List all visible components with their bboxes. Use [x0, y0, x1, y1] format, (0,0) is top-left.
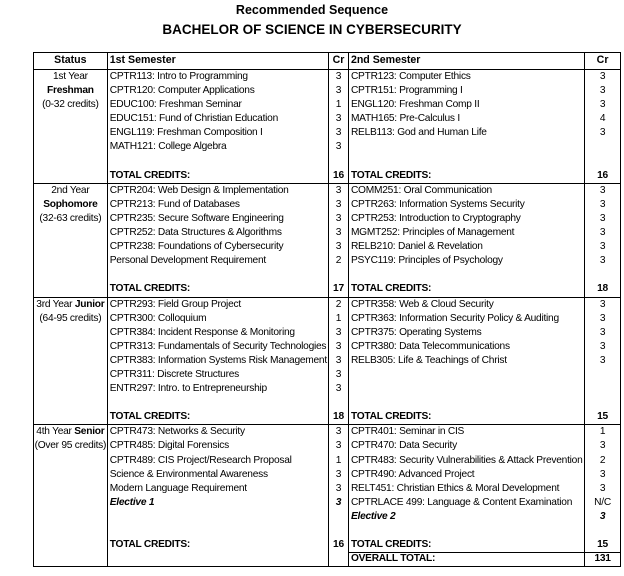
course-row: CPTR120: Computer Applications: [109, 85, 255, 97]
course-row: MATH165: Pre-Calculus I: [350, 113, 460, 125]
blank-row: [108, 510, 328, 524]
year-block-2: [34, 183, 620, 297]
blank-credit-cell: [585, 155, 620, 169]
credit-cell: 1: [335, 312, 342, 324]
status-text: 1st Year: [52, 71, 88, 82]
status-text: 2nd Year: [51, 184, 90, 196]
blank-credit-cell: [585, 140, 620, 154]
course-row: CPTR204: Web Design & Implementation: [109, 184, 289, 196]
status-cell: [34, 298, 108, 425]
credit-cell: 3: [599, 340, 606, 352]
course-row: CPTR375: Operating Systems: [350, 326, 482, 338]
total-row: TOTAL CREDITS:: [109, 411, 191, 423]
credit-cell: 131: [585, 552, 620, 566]
course-row: COMM251: Oral Communication: [350, 184, 492, 196]
blank-row: [108, 552, 328, 566]
course-row: RELB113: God and Human Life: [350, 127, 487, 139]
status-text: (32-63 credits): [39, 212, 102, 224]
course-row: CPTR293: Field Group Project: [109, 298, 241, 310]
credit-cell: 3: [599, 298, 606, 310]
cr2-column: [585, 184, 620, 297]
credit-cell: 3: [599, 468, 606, 480]
table-header-row: [34, 53, 620, 70]
status-text: 4th Year: [36, 426, 75, 438]
credit-cell: 3: [335, 326, 342, 338]
credit-cell: 3: [335, 141, 342, 153]
program-title: BACHELOR OF SCIENCE IN CYBERSECURITY: [162, 22, 462, 37]
credit-cell: 16: [333, 169, 344, 181]
blank-row: [108, 396, 328, 410]
credit-cell: N/C: [594, 496, 611, 508]
elective-row: Elective 1: [109, 496, 155, 508]
blank-row: [349, 524, 584, 538]
course-row: EDUC151: Fund of Christian Education: [109, 113, 278, 125]
credit-cell: 3: [599, 184, 606, 196]
year-block-1: [34, 70, 620, 183]
status-line: [34, 184, 107, 198]
blank-credit-cell: [329, 155, 348, 169]
header-credits-2: Cr: [596, 54, 609, 66]
credit-cell: 3: [335, 113, 342, 125]
cr1-column: [329, 425, 349, 566]
header-status: Status: [34, 53, 108, 69]
course-row: CPTR490: Advanced Project: [350, 468, 475, 480]
course-row: CPTR473: Networks & Security: [109, 426, 245, 438]
blank-row: [349, 368, 584, 382]
course-row: PSYC119: Principles of Psychology: [350, 255, 503, 267]
course-row: Personal Development Requirement: [109, 255, 266, 267]
total-row: TOTAL CREDITS:: [350, 169, 432, 181]
course-row: CPTR363: Information Security Policy & Auditing: [350, 312, 559, 324]
total-row: TOTAL CREDITS:: [109, 283, 191, 295]
credit-cell: 3: [599, 227, 606, 239]
status-line: [34, 425, 107, 439]
blank-row: [349, 382, 584, 396]
course-row: CPTR485: Digital Forensics: [109, 440, 229, 452]
cr1-column: [329, 184, 349, 297]
course-row: RELB305: Life & Teachings of Christ: [350, 354, 507, 366]
credit-cell: 15: [597, 411, 608, 423]
status-text: Freshman: [47, 85, 94, 97]
blank-row: [349, 268, 584, 282]
total-row: TOTAL CREDITS:: [350, 283, 432, 295]
status-line: [34, 312, 107, 326]
course-row: RELT451: Christian Ethics & Moral Development: [350, 482, 560, 494]
header-credits-1: Cr: [329, 53, 349, 69]
sem1-column: [108, 425, 329, 566]
course-row: ENTR297: Intro. to Entrepreneurship: [109, 383, 267, 395]
sem2-column: [349, 184, 585, 297]
course-row: CPTR401: Seminar in CIS: [350, 426, 465, 438]
credit-cell: 3: [599, 326, 606, 338]
credit-cell: 3: [335, 496, 342, 508]
course-row: CPTR113: Intro to Programming: [109, 71, 248, 82]
credit-cell: 3: [335, 85, 342, 97]
status-text: (64-95 credits): [39, 312, 102, 324]
credit-cell: 3: [335, 184, 342, 196]
credit-cell: 3: [599, 510, 606, 522]
status-text: Senior: [74, 426, 105, 438]
sem1-column: [108, 70, 329, 183]
status-text: (Over 95 credits): [34, 440, 107, 452]
credit-cell: 2: [599, 454, 606, 466]
credit-cell: 16: [597, 169, 608, 181]
blank-credit-cell: [329, 552, 348, 566]
course-row: CPTR238: Foundations of Cybersecurity: [109, 241, 284, 253]
credit-cell: 17: [333, 283, 344, 295]
credit-cell: 1: [335, 454, 342, 466]
total-row: TOTAL CREDITS:: [109, 539, 191, 551]
course-row: MGMT252: Principles of Management: [350, 227, 515, 239]
credit-cell: 3: [599, 99, 606, 111]
status-cell: [34, 425, 108, 566]
status-cell: [34, 70, 108, 183]
credit-cell: 3: [599, 71, 606, 82]
header-2nd-semester: 2nd Semester: [349, 53, 585, 69]
blank-credit-cell: [585, 382, 620, 396]
page-title: Recommended Sequence: [235, 3, 389, 17]
credit-cell: 1: [599, 426, 606, 438]
course-row: CPTR263: Information Systems Security: [350, 198, 525, 210]
status-cell: [34, 184, 108, 297]
cr2-column: [585, 425, 620, 566]
course-row: CPTR300: Colloquium: [109, 312, 207, 324]
status-text: 3rd Year: [36, 298, 75, 310]
course-row: CPTR483: Security Vulnerabilities & Attack Prevention: [350, 454, 583, 466]
credit-cell: 16: [333, 539, 344, 551]
credit-cell: 3: [335, 482, 342, 494]
course-row: CPTR252: Data Structures & Algorithms: [109, 227, 282, 239]
sem2-column: [349, 298, 585, 425]
sem2-column: [349, 425, 585, 566]
course-row: CPTR253: Introduction to Cryptography: [350, 212, 521, 224]
credit-cell: 3: [335, 212, 342, 224]
credit-cell: 15: [597, 539, 608, 551]
year-block-3: [34, 297, 620, 425]
course-row: CPTR470: Data Security: [350, 440, 457, 452]
course-row: CPTR151: Programming I: [350, 85, 463, 97]
course-row: Science & Environmental Awareness: [109, 468, 268, 480]
credit-cell: 3: [599, 127, 606, 139]
header-1st-semester: 1st Semester: [108, 53, 329, 69]
status-line: [34, 98, 107, 112]
credit-cell: 3: [599, 440, 606, 452]
credit-cell: 3: [335, 198, 342, 210]
credit-cell: 3: [335, 426, 342, 438]
cr2-column: [585, 298, 620, 425]
course-row: Modern Language Requirement: [109, 482, 247, 494]
blank-credit-cell: [585, 396, 620, 410]
course-row: MATH121: College Algebra: [109, 141, 227, 153]
course-row: CPTR123: Computer Ethics: [350, 71, 471, 82]
credit-cell: 3: [335, 227, 342, 239]
credit-cell: 3: [599, 198, 606, 210]
credit-cell: 3: [599, 241, 606, 253]
status-text: Sophomore: [43, 198, 98, 210]
blank-credit-cell: [329, 524, 348, 538]
credit-cell: 3: [335, 241, 342, 253]
year-block-4: [34, 424, 620, 566]
credit-cell: 3: [335, 440, 342, 452]
blank-credit-cell: [585, 524, 620, 538]
credit-cell: 4: [599, 113, 606, 125]
credit-cell: 3: [599, 354, 606, 366]
course-row: CPTR213: Fund of Databases: [109, 198, 240, 210]
course-row: RELB210: Daniel & Revelation: [350, 241, 483, 253]
sem1-column: [108, 298, 329, 425]
status-line: [34, 439, 107, 453]
status-line: [34, 70, 107, 84]
status-line: [34, 84, 107, 98]
credit-cell: 18: [597, 283, 608, 295]
credit-cell: 3: [335, 340, 342, 352]
course-row: ENGL120: Freshman Comp II: [350, 99, 480, 111]
blank-credit-cell: [329, 510, 348, 524]
blank-row: [108, 155, 328, 169]
cr1-column: [329, 298, 349, 425]
credit-cell: 3: [599, 255, 606, 267]
status-text: (0-32 credits): [42, 99, 99, 111]
blank-credit-cell: [585, 268, 620, 282]
sem2-column: [349, 70, 585, 183]
total-row: TOTAL CREDITS:: [350, 539, 432, 551]
course-row: EDUC100: Freshman Seminar: [109, 99, 242, 111]
credit-cell: 3: [599, 212, 606, 224]
course-row: CPTR235: Secure Software Engineering: [109, 212, 284, 224]
overall-row: OVERALL TOTAL:: [349, 552, 584, 566]
status-line: [34, 298, 107, 312]
credit-cell: 18: [333, 411, 344, 423]
course-row: CPTR384: Incident Response & Monitoring: [109, 326, 295, 338]
blank-credit-cell: [585, 368, 620, 382]
blank-row: [349, 396, 584, 410]
course-row: CPTR311: Discrete Structures: [109, 368, 240, 380]
elective-row: Elective 2: [350, 510, 396, 522]
total-row: TOTAL CREDITS:: [350, 411, 432, 423]
blank-row: [349, 155, 584, 169]
credit-cell: 2: [335, 255, 342, 267]
credit-cell: 1: [335, 99, 342, 111]
blank-row: [108, 268, 328, 282]
cr2-column: [585, 70, 620, 183]
course-row: CPTR489: CIS Project/Research Proposal: [109, 454, 292, 466]
credit-cell: 3: [335, 127, 342, 139]
credit-cell: 3: [599, 482, 606, 494]
sequence-table: [33, 52, 621, 567]
blank-row: [349, 140, 584, 154]
status-line: [34, 198, 107, 212]
course-row: ENGL119: Freshman Composition I: [109, 127, 263, 139]
credit-cell: 3: [335, 368, 342, 380]
status-line: [34, 212, 107, 226]
credit-cell: 3: [335, 468, 342, 480]
credit-cell: 3: [599, 85, 606, 97]
course-row: CPTRLACE 499: Language & Content Examination: [350, 496, 573, 508]
cr1-column: [329, 70, 349, 183]
sem1-column: [108, 184, 329, 297]
status-text: Junior: [74, 298, 105, 310]
total-row: TOTAL CREDITS:: [109, 169, 191, 181]
credit-cell: 3: [335, 71, 342, 82]
course-row: CPTR358: Web & Cloud Security: [350, 298, 494, 310]
credit-cell: 3: [335, 383, 342, 395]
credit-cell: 3: [599, 312, 606, 324]
blank-credit-cell: [329, 268, 348, 282]
course-row: CPTR380: Data Telecommunications: [350, 340, 510, 352]
blank-row: [108, 524, 328, 538]
credit-cell: 2: [335, 298, 342, 310]
credit-cell: 3: [335, 354, 342, 366]
course-row: CPTR383: Information Systems Risk Management: [109, 354, 327, 366]
blank-credit-cell: [329, 396, 348, 410]
course-row: CPTR313: Fundamentals of Security Technologies: [109, 340, 327, 352]
